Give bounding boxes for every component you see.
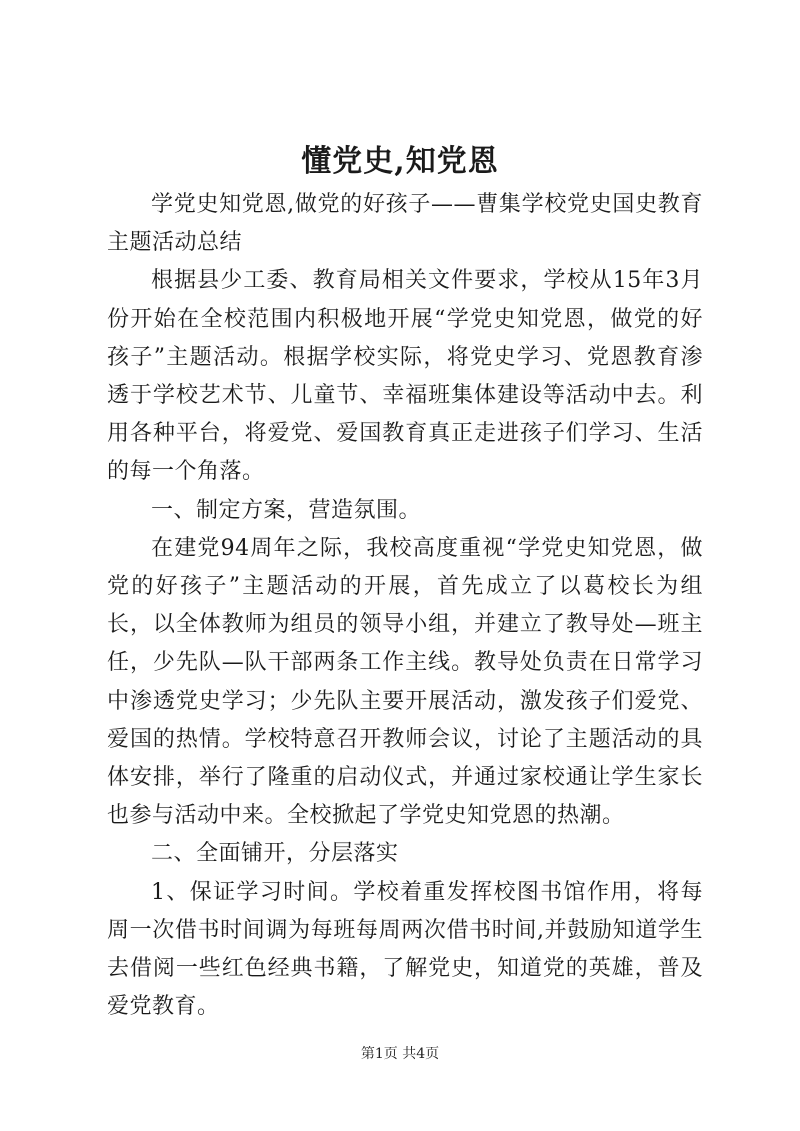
document-body bbox=[107, 186, 703, 1026]
page-footer: 第1页 共4页 bbox=[360, 1046, 440, 1062]
section-2-paragraph: 1、保证学习时间。学校着重发挥校图书馆作用，将每周一次借书时间调为每班每周两次借书时间,并鼓励知道学生去借阅一些红色经典书籍，了解党史，知道党的英雄，普及爱党教育。 bbox=[107, 879, 703, 1020]
intro-paragraph: 根据县少工委、教育局相关文件要求，学校从15年3月份开始在全校范围内积极地开展“学党史知党恩，做党的好孩子”主题活动。根据学校实际，将党史学习、党恩教育渗透于学校艺术节、儿童节、幸福班集体建设等活动中去。利用各种平台，将爱党、爱国教育真正走进孩子们学习、生活的每一个角落。 bbox=[107, 268, 703, 485]
section-heading-2: 二、全面铺开，分层落实 bbox=[151, 841, 399, 867]
subtitle-paragraph: 学党史知党恩,做党的好孩子——曹集学校党史国史教育主题活动总结 bbox=[107, 192, 703, 256]
section-heading-1: 一、制定方案，营造氛围。 bbox=[151, 497, 422, 523]
section-1-paragraph: 在建党94周年之际，我校高度重视“学党史知党恩，做党的好孩子”主题活动的开展，首先成立了以葛校长为组长，以全体教师为组员的领导小组，并建立了教导处—班主任，少先队—队干部两条工作主线。教导处负责在日常学习中渗透党史学习；少先队主要开展活动，激发孩子们爱党、爱国的热情。学校特意召开教师会议，讨论了主题活动的具体安排，举行了隆重的启动仪式，并通过家校通让学生家长也参与活动中来。全校掀起了学党史知党恩的热潮。 bbox=[107, 535, 703, 829]
page-title: 懂党史,知党恩 bbox=[301, 144, 499, 179]
